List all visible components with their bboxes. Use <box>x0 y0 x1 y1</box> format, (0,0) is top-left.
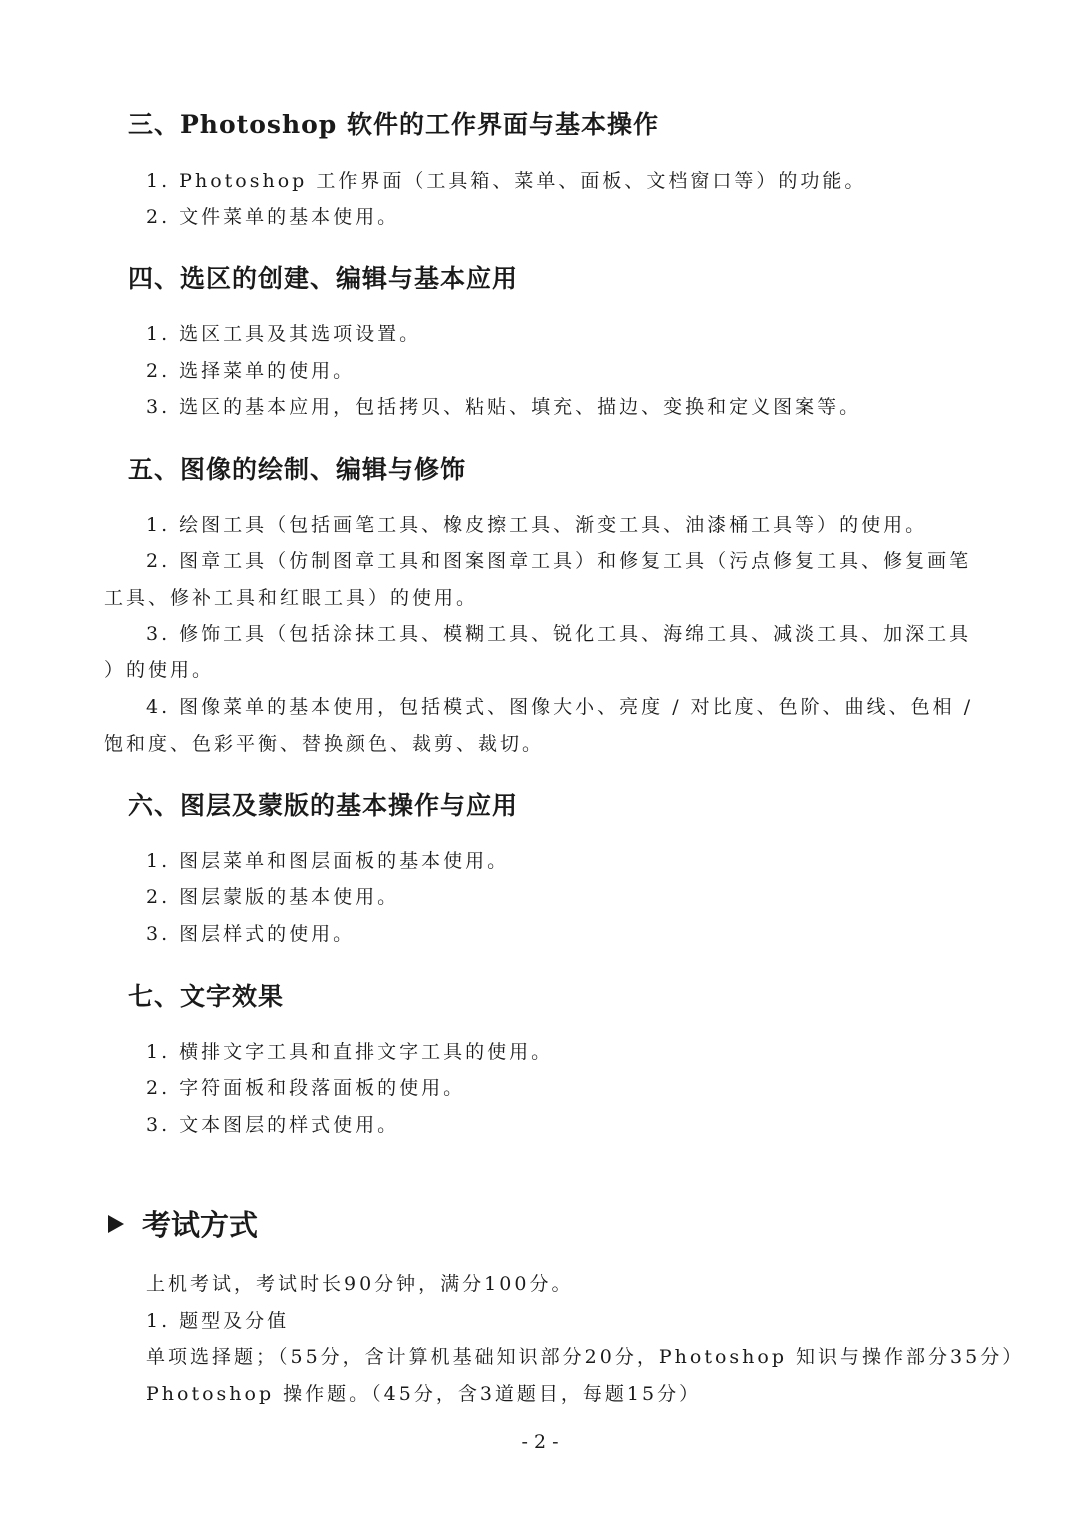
list-item: 3. 修饰工具（包括涂抹工具、模糊工具、锐化工具、海绵工具、减淡工具、加深工具 <box>146 623 972 645</box>
section-heading-6: 六、图层及蒙版的基本操作与应用 <box>128 791 519 820</box>
list-item: 2. 文件菜单的基本使用。 <box>146 206 400 228</box>
exam-line: Photoshop 操作题。（45分，含3道题目，每题15分） <box>146 1383 702 1405</box>
exam-line: 1. 题型及分值 <box>146 1310 290 1332</box>
list-item: 1. Photoshop 工作界面（工具箱、菜单、面板、文档窗口等）的功能。 <box>146 170 867 192</box>
exam-heading-row <box>104 1203 258 1244</box>
exam-heading: 考试方式 <box>142 1208 259 1242</box>
list-item: 1. 横排文字工具和直排文字工具的使用。 <box>146 1041 554 1063</box>
list-item: 2. 图层蒙版的基本使用。 <box>146 886 400 908</box>
section-heading-3: 三、Photoshop 软件的工作界面与基本操作 <box>128 110 659 139</box>
list-item: 3. 选区的基本应用，包括拷贝、粘贴、填充、描边、变换和定义图案等。 <box>146 396 862 418</box>
section-heading-5: 五、图像的绘制、编辑与修饰 <box>128 455 467 484</box>
list-item: 2. 字符面板和段落面板的使用。 <box>146 1077 466 1099</box>
list-item: 3. 图层样式的使用。 <box>146 923 356 945</box>
exam-line: 上机考试，考试时长90分钟，满分100分。 <box>146 1273 574 1295</box>
exam-line: 单项选择题；（55分，含计算机基础知识部分20分，Photoshop 知识与操作部分35分） <box>146 1346 1025 1368</box>
list-item: 3. 文本图层的样式使用。 <box>146 1114 400 1136</box>
list-item: 2. 图章工具（仿制图章工具和图案图章工具）和修复工具（污点修复工具、修复画笔 <box>146 550 972 572</box>
list-item: 1. 图层菜单和图层面板的基本使用。 <box>146 850 510 872</box>
list-item: 2. 选择菜单的使用。 <box>146 360 356 382</box>
page-number: - 2 - <box>521 1431 559 1453</box>
section-heading-7: 七、文字效果 <box>128 982 285 1011</box>
list-item-continuation: 饱和度、色彩平衡、替换颜色、裁剪、裁切。 <box>104 733 545 755</box>
list-item: 4. 图像菜单的基本使用，包括模式、图像大小、亮度 / 对比度、色阶、曲线、色相 / <box>146 696 974 718</box>
list-item: 1. 选区工具及其选项设置。 <box>146 323 422 345</box>
section-heading-4: 四、选区的创建、编辑与基本应用 <box>128 264 519 293</box>
arrow-bullet-icon <box>108 1215 124 1233</box>
list-item: 1. 绘图工具（包括画笔工具、橡皮擦工具、渐变工具、油漆桶工具等）的使用。 <box>146 514 928 536</box>
list-item-continuation: ）的使用。 <box>104 659 215 681</box>
list-item-continuation: 工具、修补工具和红眼工具）的使用。 <box>104 587 479 609</box>
